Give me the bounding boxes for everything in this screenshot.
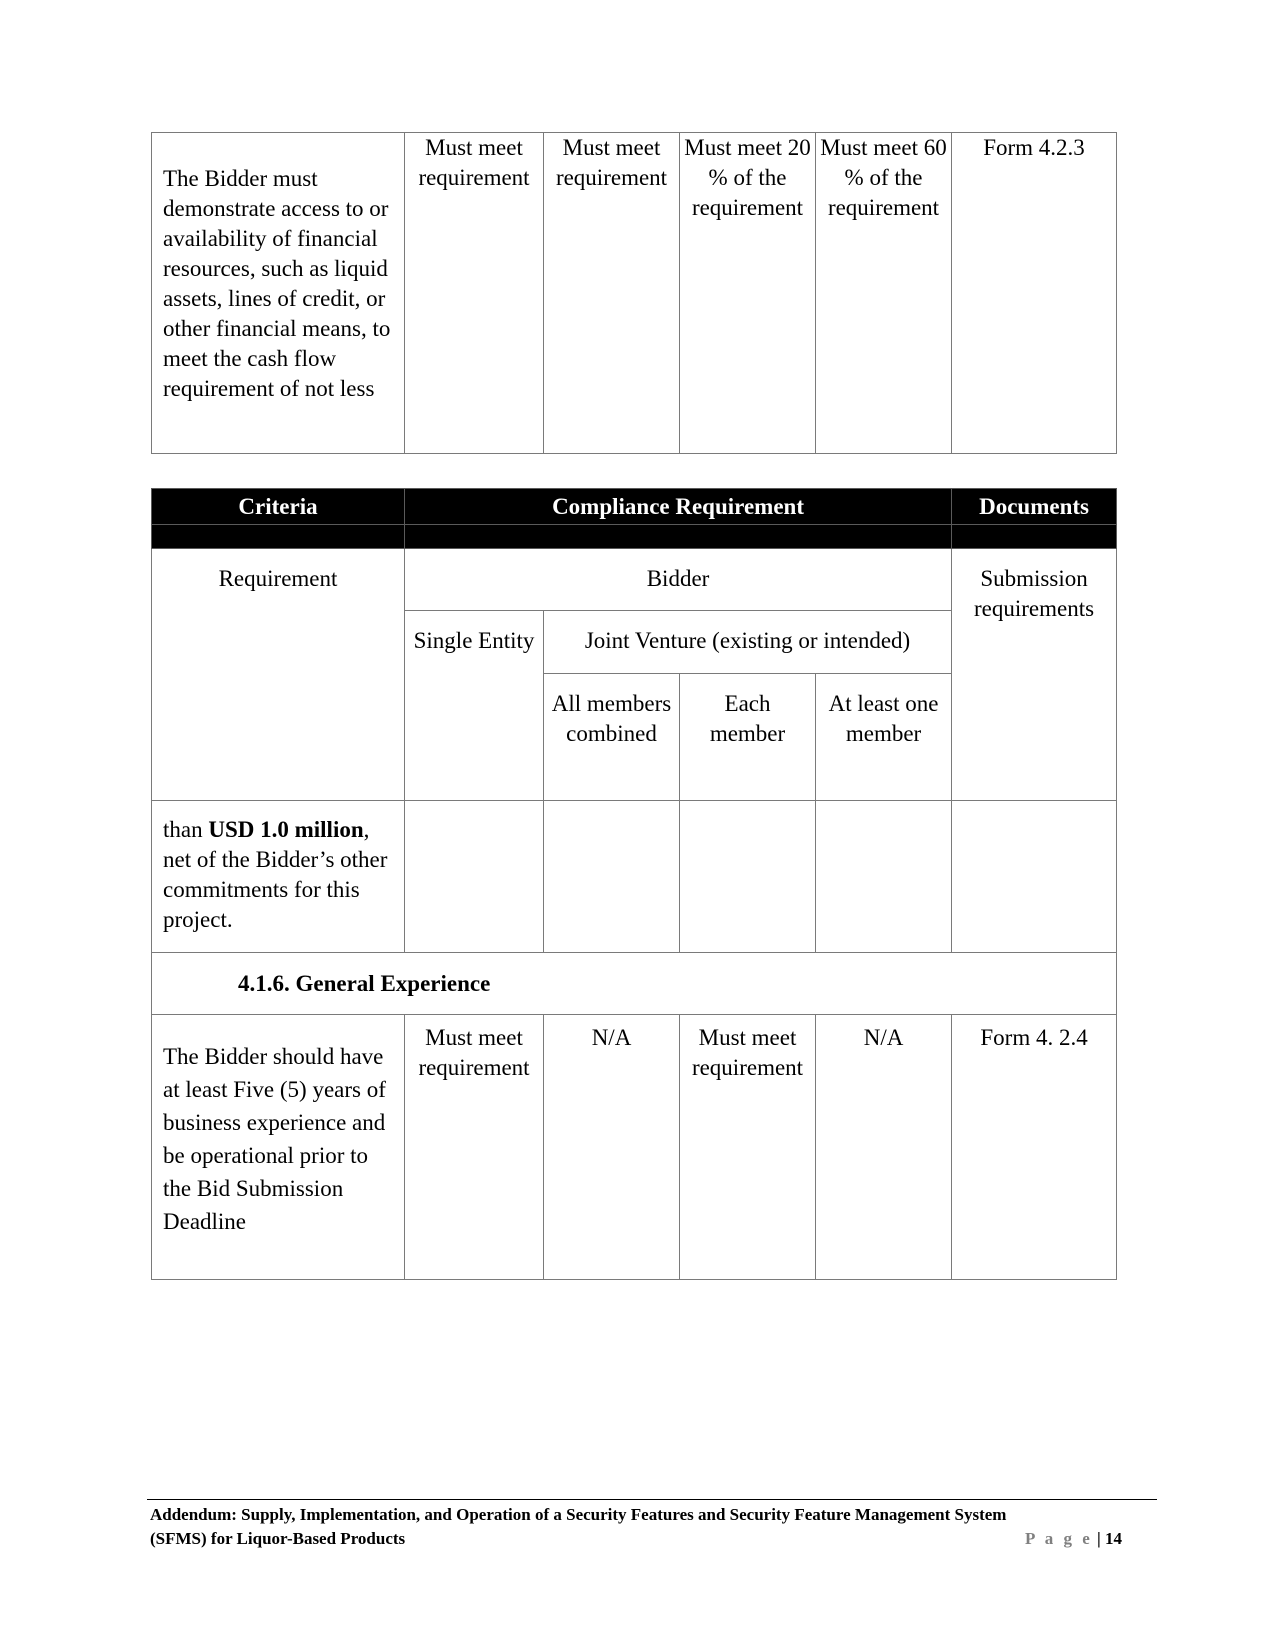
experience-single-entity-cell: Must meet requirement xyxy=(405,1015,544,1280)
criteria-continued-prefix: than xyxy=(163,817,209,842)
page-separator: | xyxy=(1092,1529,1105,1548)
table-row xyxy=(152,801,1117,953)
criteria-header: Criteria xyxy=(152,489,405,525)
single-entity-header: Single Entity xyxy=(405,611,544,801)
table-header-row xyxy=(152,489,1117,525)
footer-title-line2: (SFMS) for Liquor-Based Products xyxy=(150,1529,406,1548)
single-entity-cell: Must meet requirement xyxy=(405,133,544,454)
table-row xyxy=(152,549,1117,611)
table-row xyxy=(152,1015,1117,1280)
each-member-cell: Must meet 20 % of the requirement xyxy=(680,133,816,454)
experience-each-member-cell: Must meet requirement xyxy=(680,1015,816,1280)
documents-header: Documents xyxy=(952,489,1117,525)
experience-at-least-one-cell: N/A xyxy=(816,1015,952,1280)
all-members-cell: Must meet requirement xyxy=(544,133,680,454)
criteria-continued-suffix: , net of the Bidder’s other commitments for this project. xyxy=(163,817,388,932)
experience-all-members-cell: N/A xyxy=(544,1015,680,1280)
criteria-amount: USD 1.0 million xyxy=(208,817,364,842)
footer-rule xyxy=(147,1499,1157,1500)
at-least-one-header: At least one member xyxy=(816,674,952,801)
all-members-header: All members combined xyxy=(544,674,680,801)
table-header-spacer-row xyxy=(152,525,1117,549)
table-row xyxy=(152,133,1117,454)
criteria-cell: The Bidder must demonstrate access to or availability of financial resources, such as liquid assets, lines of credit, or other financial means, to meet the cash flow requirement of not less xyxy=(152,133,405,454)
requirement-header: Requirement xyxy=(152,549,405,801)
bidder-header: Bidder xyxy=(405,549,952,611)
section-title: 4.1.6. General Experience xyxy=(152,953,1117,1015)
experience-documents-cell: Form 4. 2.4 xyxy=(952,1015,1117,1280)
joint-venture-header: Joint Venture (existing or intended) xyxy=(544,611,952,674)
criteria-continued-cell xyxy=(152,801,405,953)
at-least-one-cell: Must meet 60 % of the requirement xyxy=(816,133,952,454)
experience-criteria-cell: The Bidder should have at least Five (5) years of business experience and be operational prior to the Bid Submission Deadline xyxy=(152,1015,405,1280)
documents-cell: Form 4.2.3 xyxy=(952,133,1117,454)
footer-title-line1: Addendum: Supply, Implementation, and Operation of a Security Features and Security Feature Management System xyxy=(150,1505,1007,1524)
page-number xyxy=(1025,1529,1122,1549)
eligibility-table xyxy=(151,488,1117,1280)
each-member-header: Each member xyxy=(680,674,816,801)
financial-resources-table xyxy=(151,132,1117,454)
page-number-value: 14 xyxy=(1105,1529,1122,1548)
submission-header: Submission requirements xyxy=(952,549,1117,801)
compliance-header: Compliance Requirement xyxy=(405,489,952,525)
page-label: P a g e xyxy=(1025,1529,1093,1548)
section-row xyxy=(152,953,1117,1015)
